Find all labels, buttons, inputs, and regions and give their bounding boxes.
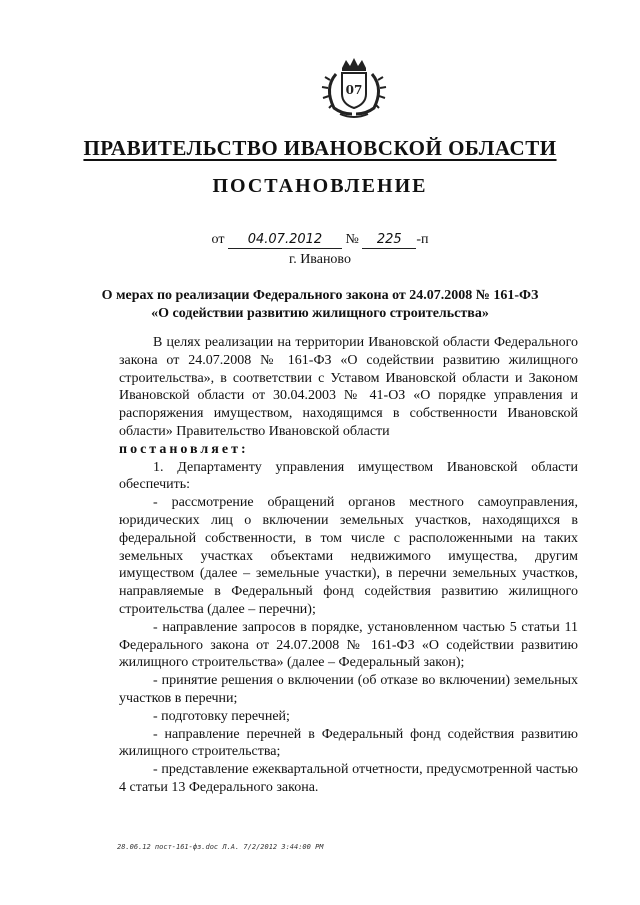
coat-of-arms-emblem [314,56,394,122]
sub-item: - представление ежеквартальной отчетности, предусмотренной частью 4 статьи 13 Федерального закона. [119,762,578,795]
document-body [119,334,578,797]
subject-line: О мерах по реализации Федерального закона от 24.07.2008 № 161-ФЗ [101,288,539,303]
date-number-line [0,232,640,249]
number-prefix: № [345,232,359,247]
item-paragraph: 1. Департаменту управления имуществом Ивановской области обеспечить: [119,459,578,493]
subject-line: «О содействии развитию жилищного строительства» [151,306,489,321]
sub-item: - подготовку перечней; [153,708,290,724]
number-suffix: -п [416,232,429,247]
sub-item: - принятие решения о включении (об отказе во включении) земельных участков в перечни; [119,673,578,706]
resolves-heading: постановляет: [119,441,249,457]
city: г. Иваново [289,252,351,267]
document-type: ПОСТАНОВЛЕНИЕ [212,175,428,197]
document-subject [0,287,640,323]
sub-item: - направление перечней в Федеральный фонд содействия развитию жилищного строительства; [119,726,578,760]
date-prefix: от [211,232,225,247]
document-date: 04.07.2012 [228,232,342,249]
file-footer: 28.06.12 пост-161-фз.doc Л.А. 7/2/2012 3:44:00 PM [117,843,324,851]
svg-text:07: 07 [345,83,363,97]
sub-item: - рассмотрение обращений органов местного самоуправления, юридических лиц о включении земельных участков, находящихся в федеральной собственности, в том числе с расположенными на таких земельных участках объектами недвижимого имущества, другим имуществом (далее – земельные участки), в перечни земельных участков, направляемые в Федеральный фонд содействия развитию жилищного строительства (далее – перечни); [119,495,578,617]
document-number: 225 [362,232,416,249]
government-title: ПРАВИТЕЛЬСТВО ИВАНОВСКОЙ ОБЛАСТИ [83,136,557,160]
sub-item: - направление запросов в порядке, установленном частью 5 статьи 11 Федерального закона от 24.07.2008 № 161-ФЗ «О содействии развитию жилищного строительства» (далее – Федеральный закон); [119,619,578,671]
intro-paragraph: В целях реализации на территории Ивановской области Федерального закона от 24.07.2008 № 161-ФЗ «О содействии развитию жилищного строительства», в соответствии с Уставом Ивановской области и Законом Ивановской области от 30.04.2003 № 41-ОЗ «О порядке управления и распоряжения имуществом, находящимся в собственности Ивановской области» Правительство Ивановской области [119,335,578,439]
